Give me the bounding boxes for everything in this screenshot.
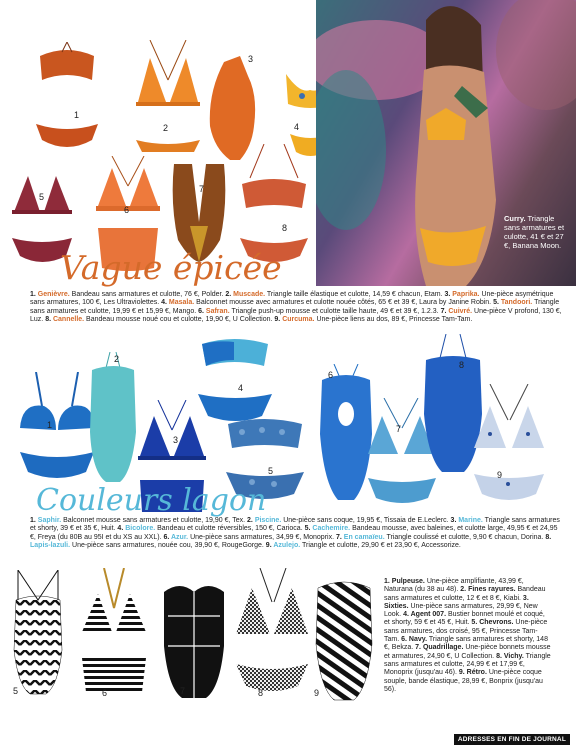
caption-item-number: 2. [225, 291, 234, 298]
caption-item-number: 6. [163, 533, 171, 541]
model-photo [316, 0, 576, 286]
caption-item-name: Rétro. [466, 669, 487, 677]
caption-item-name: Safran. [205, 307, 230, 315]
caption-item-text: Une-pièce bonnets mousse et armatures, 24,90 €, U Collection. [384, 644, 551, 660]
item-number: 3 [248, 54, 254, 64]
item-number: 2 [114, 354, 120, 364]
caption-item-number: 5. [304, 525, 313, 533]
caption-item-number: 4. [403, 611, 411, 619]
item-number: 1 [74, 110, 80, 120]
caption-item-name: Cachemire. [312, 525, 351, 533]
caption-item-number: 8. [45, 315, 53, 323]
caption-item-text: Bandeau mousse noué cou et culotte, 19,90 €, U Collection. [84, 315, 275, 323]
section-title-lagon: Couleurs lagon [36, 483, 267, 518]
item-number: 5 [268, 466, 274, 476]
caption-item-name: Quadrillage. [422, 644, 464, 652]
caption-item-number: 4. [161, 299, 169, 307]
caption-lagon [30, 517, 565, 550]
caption-item-name: Tandoori. [500, 299, 533, 307]
caption-item-text: Une-pièce amplifiante, 43,99 €, Naturana (du 38 au 48). [384, 578, 524, 594]
caption-item-number: 2. [460, 586, 469, 594]
caption-item-name: En camaïeu. [343, 533, 385, 541]
item-number: 7 [199, 184, 205, 194]
caption-item-text: Une-pièce sans armatures, 34,99 €, Monoprix. [188, 533, 336, 541]
item-number: 7 [396, 424, 402, 434]
caption-item-name: Paprika. [452, 291, 480, 298]
caption-item-name: Masala. [168, 299, 195, 307]
caption-item-name: Cuivré. [448, 307, 473, 315]
caption-item-name: Cannelle. [52, 315, 85, 323]
caption-item-number: 1. [30, 517, 38, 524]
caption-item-text: Bandeau mousse, avec baleines, et culotte large, 49,95 € et 24,95 €, Freya (du 80B au 95I et du XS au XXL). [30, 525, 558, 541]
swimsuit-b7-image [158, 576, 230, 702]
item-number: 8 [258, 688, 264, 698]
caption-item-text: Balconnet mousse sans armatures et culotte, 19,90 €, Tex. [61, 517, 248, 524]
caption-item-name: Pulpeuse. [391, 578, 425, 585]
caption-item-text: Bandeau sans armatures et culotte, 76 €, Polder. [69, 291, 226, 298]
caption-item-text: Triangle taille élastique et culotte, 14,59 € chacun, Etam. [265, 291, 445, 298]
caption-item-number: 9. [265, 541, 274, 549]
item-number: 7 [180, 686, 186, 696]
item-number: 8 [459, 360, 465, 370]
caption-item-name: Piscine. [254, 517, 282, 524]
caption-item-number: 3. [444, 291, 453, 298]
caption-item-number: 6. [198, 307, 206, 315]
swimsuit-l4-image [194, 336, 276, 428]
item-number: 3 [173, 435, 179, 445]
item-number: 6 [124, 205, 130, 215]
caption-item-name: Azur. [171, 533, 189, 541]
caption-item-number: 3. [522, 594, 529, 602]
item-number: 8 [282, 223, 288, 233]
photo-caption: Curry. Triangle sans armatures et culotte, 41 € et 27 €, Banana Moon. [504, 214, 565, 250]
caption-item-number: 5. [471, 619, 480, 627]
caption-item-number: 7. [415, 644, 423, 652]
caption-item-name: Vichy. [503, 652, 524, 660]
caption-item-number: 5. [493, 299, 501, 307]
caption-item-name: Curcuma. [282, 315, 315, 323]
caption-item-number: 1. [384, 578, 392, 585]
caption-item-name: Navy. [408, 636, 428, 644]
caption-item-name: Sixties. [384, 602, 409, 610]
item-number: 9 [314, 688, 320, 698]
caption-item-name: Chevrons. [479, 619, 514, 627]
caption-item-text: Triangle sans armatures et culotte, 19,99 € et 15,99 €, Mango. [30, 299, 560, 315]
caption-item-text: Une-pièce sans coque, 19,95 €, Tissaia de E.Leclerc. [281, 517, 451, 524]
caption-item-text: Une-pièce sans armatures, nouée cou, 39,90 €, RougeGorge. [70, 541, 266, 549]
caption-item-number: 8. [496, 652, 504, 660]
swimsuit-b6-image [76, 568, 152, 698]
caption-item-text: Triangle push-up mousse et culotte taille haute, 49 € et 39 €, 1.2.3. [229, 307, 441, 315]
swimsuit-b5-image [10, 570, 66, 696]
caption-item-text: Une-pièce asymétrique sans armatures, 100 €, Les Ultraviolettes. [30, 291, 554, 307]
item-number: 4 [294, 122, 300, 132]
item-number: 6 [102, 688, 108, 698]
caption-item-name: Agent 007. [410, 611, 447, 619]
item-number: 9 [497, 470, 503, 480]
item-number: 5 [13, 686, 19, 696]
caption-item-number: 2. [247, 517, 255, 524]
caption-item-name: Marine. [458, 517, 483, 524]
caption-item-name: Lapis-lazuli. [30, 541, 71, 549]
item-number: 5 [39, 192, 45, 202]
caption-item-name: Saphir. [37, 517, 62, 524]
swimsuit-l9-image [468, 384, 550, 512]
caption-item-number: 9. [274, 315, 283, 323]
caption-item-text: Une-pièce V profond, 130 €, Luz. [30, 307, 562, 323]
caption-item-name: Fines rayures. [468, 586, 516, 594]
caption-item-number: 8. [545, 533, 552, 541]
footer-addresses: ADRESSES EN FIN DE JOURNAL [454, 734, 570, 745]
caption-item-text: Triangle et culotte, 29,90 € et 23,90 €, Accessorize. [300, 541, 461, 549]
caption-bw [384, 578, 552, 694]
caption-item-number: 3. [450, 517, 459, 524]
item-number: 1 [47, 420, 53, 430]
caption-item-number: 7. [440, 307, 449, 315]
swimsuit-2-image [132, 40, 204, 152]
caption-item-number: 6. [401, 636, 409, 644]
caption-item-text: Une-pièce sans armatures, dos croisé, 95 €, Princesse Tam-Tam. [384, 619, 548, 644]
caption-item-name: Muscade. [233, 291, 266, 298]
caption-item-text: Une-pièce sans armatures, 29,99 €, New Look. [384, 602, 538, 619]
caption-item-number: 4. [117, 525, 126, 533]
caption-item-text: Une-pièce coque souple, bande élastique, 28,99 €, Bonprix (jusqu'au 56). [384, 669, 543, 693]
caption-item-text: Une-pièce liens au dos, 89 €, Princesse Tam-Tam. [314, 315, 473, 323]
item-number: 6 [328, 370, 334, 380]
item-number: 2 [163, 123, 169, 133]
caption-item-text: Triangle sans armatures et shorty, 39 € et 35 €, Huit. [30, 517, 560, 533]
caption-item-number: 9. [458, 669, 467, 677]
caption-item-text: Triangle coulissé et culotte, 9,90 € chacun, Dorina. [384, 533, 546, 541]
caption-item-text: Bustier bonnet moulé et coqué, et shorty, 59 € et 45 €, Huit. [384, 611, 545, 627]
swimsuit-b8-image [230, 568, 314, 696]
swimsuit-b9-image [312, 574, 376, 702]
caption-item-name: Azulejo. [273, 541, 301, 549]
swimsuit-1-image [32, 42, 102, 154]
item-number: 4 [238, 383, 244, 393]
caption-epicee [30, 291, 565, 324]
caption-item-name: Genièvre. [37, 291, 70, 298]
caption-item-text: Triangle sans armatures et shorty, 148 €, Bekza. [384, 636, 548, 652]
caption-item-text: Bandeau sans armatures et culotte, 12 € et 8 €, Kiabi. [384, 586, 546, 602]
caption-item-text: Balconnet mousse avec armatures et culotte nouée côtés, 65 € et 39 €, Laura by Janine Robin. [194, 299, 494, 307]
section-title-epicee: Vague épicée [60, 248, 282, 287]
caption-item-number: 7. [335, 533, 344, 541]
caption-item-text: Triangle sans armatures et culotte, 24,99 € et 17,99 €, Monoprix (jusqu'au 46). [384, 652, 551, 677]
caption-item-text: Bandeau et culotte réversibles, 150 €, Carioca. [155, 525, 305, 533]
caption-item-number: 1. [30, 291, 38, 298]
caption-item-name: Bicolore. [125, 525, 156, 533]
